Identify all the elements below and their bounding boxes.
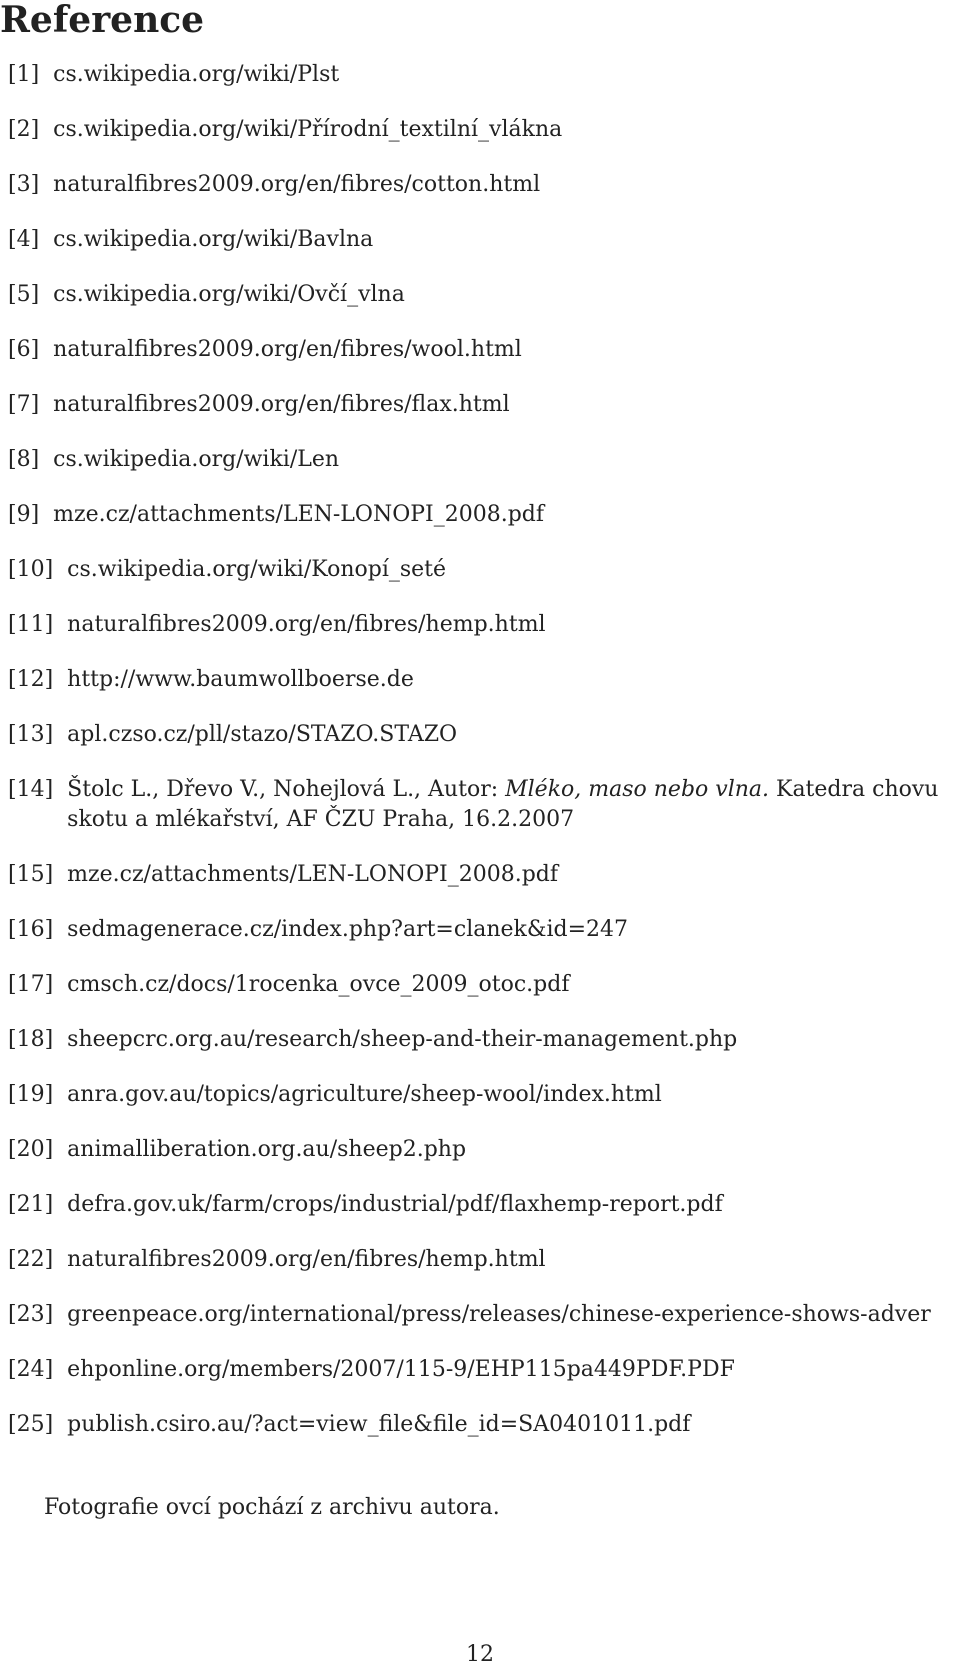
reference-number: [11] (8, 612, 54, 637)
reference-item (8, 500, 940, 530)
reference-number: [13] (8, 722, 54, 747)
reference-number: [12] (8, 667, 54, 692)
reference-text: cs.wikipedia.org/wiki/Ovčí_vlna (53, 282, 405, 307)
reference-number: [22] (8, 1247, 54, 1272)
reference-number: [5] (8, 282, 40, 307)
reference-title: Mléko, maso nebo vlna. (505, 777, 770, 802)
reference-item (8, 390, 940, 420)
reference-number: [16] (8, 917, 54, 942)
reference-item (8, 720, 940, 750)
reference-item (8, 60, 940, 90)
reference-item (8, 1190, 940, 1220)
reference-text: animalliberation.org.au/sheep2.php (67, 1137, 467, 1162)
page-title: Reference (0, 0, 205, 41)
reference-item (8, 555, 940, 585)
reference-text: cmsch.cz/docs/1rocenka_ovce_2009_otoc.pdf (67, 972, 570, 997)
reference-item (8, 970, 940, 1000)
reference-number: [19] (8, 1082, 54, 1107)
reference-text: sheepcrc.org.au/research/sheep-and-their-management.php (67, 1027, 738, 1052)
reference-text: anra.gov.au/topics/agriculture/sheep-wool/index.html (67, 1082, 662, 1107)
reference-text: cs.wikipedia.org/wiki/Přírodní_textilní_vlákna (53, 117, 563, 142)
reference-number: [9] (8, 502, 40, 527)
reference-text: cs.wikipedia.org/wiki/Bavlna (53, 227, 374, 252)
reference-item (8, 860, 940, 890)
reference-number: [21] (8, 1192, 54, 1217)
reference-number: [1] (8, 62, 40, 87)
reference-item (8, 280, 940, 310)
reference-number: [20] (8, 1137, 54, 1162)
reference-item (8, 1410, 940, 1440)
reference-number: [6] (8, 337, 40, 362)
reference-number: [25] (8, 1412, 54, 1437)
reference-number: [10] (8, 557, 54, 582)
reference-number: [3] (8, 172, 40, 197)
reference-text: naturalfibres2009.org/en/fibres/cotton.html (53, 172, 541, 197)
reference-text: greenpeace.org/international/press/releases/chinese-experience-shows-adver (67, 1302, 931, 1327)
reference-list (8, 60, 940, 1465)
reference-item (8, 170, 940, 200)
reference-item (8, 665, 940, 695)
page-number: 12 (466, 1642, 494, 1667)
reference-item (8, 445, 940, 475)
reference-number: [18] (8, 1027, 54, 1052)
reference-text (67, 775, 940, 835)
reference-item (8, 1355, 940, 1385)
reference-text: apl.czso.cz/pll/stazo/STAZO.STAZO (67, 722, 458, 747)
reference-text: naturalfibres2009.org/en/fibres/hemp.html (67, 612, 546, 637)
reference-item (8, 775, 940, 835)
reference-text: publish.csiro.au/?act=view_file&file_id=SA0401011.pdf (67, 1412, 691, 1437)
reference-number: [2] (8, 117, 40, 142)
reference-item (8, 1135, 940, 1165)
reference-item (8, 115, 940, 145)
reference-text: http://www.baumwollboerse.de (67, 667, 414, 692)
reference-text: cs.wikipedia.org/wiki/Len (53, 447, 340, 472)
photo-credit-note: Fotografie ovcí pochází z archivu autora. (44, 1495, 500, 1520)
reference-number: [8] (8, 447, 40, 472)
reference-item (8, 1025, 940, 1055)
reference-text: naturalfibres2009.org/en/fibres/hemp.html (67, 1247, 546, 1272)
reference-item (8, 915, 940, 945)
reference-number: [17] (8, 972, 54, 997)
reference-item (8, 1245, 940, 1275)
reference-number: [23] (8, 1302, 54, 1327)
reference-number: [24] (8, 1357, 54, 1382)
reference-item (8, 1080, 940, 1110)
reference-text: naturalfibres2009.org/en/fibres/wool.html (53, 337, 522, 362)
reference-text: cs.wikipedia.org/wiki/Plst (53, 62, 340, 87)
reference-number: [15] (8, 862, 54, 887)
reference-item (8, 1300, 940, 1330)
reference-text: sedmagenerace.cz/index.php?art=clanek&id=247 (67, 917, 628, 942)
reference-text: mze.cz/attachments/LEN-LONOPI_2008.pdf (53, 502, 545, 527)
reference-authors: Štolc L., Dřevo V., Nohejlová L., Autor: (67, 777, 506, 802)
reference-text: cs.wikipedia.org/wiki/Konopí_seté (67, 557, 447, 582)
reference-number: [14] (8, 777, 54, 802)
reference-item (8, 225, 940, 255)
reference-item (8, 335, 940, 365)
reference-text: defra.gov.uk/farm/crops/industrial/pdf/flaxhemp-report.pdf (67, 1192, 723, 1217)
reference-text: naturalfibres2009.org/en/fibres/flax.html (53, 392, 510, 417)
reference-number: [4] (8, 227, 40, 252)
reference-source: Katedra chovu skotu a mlékařství, AF ČZU Praha, 16.2.2007 (67, 777, 939, 832)
reference-text: mze.cz/attachments/LEN-LONOPI_2008.pdf (67, 862, 559, 887)
reference-item (8, 610, 940, 640)
reference-text: ehponline.org/members/2007/115-9/EHP115pa449PDF.PDF (67, 1357, 735, 1382)
reference-number: [7] (8, 392, 40, 417)
